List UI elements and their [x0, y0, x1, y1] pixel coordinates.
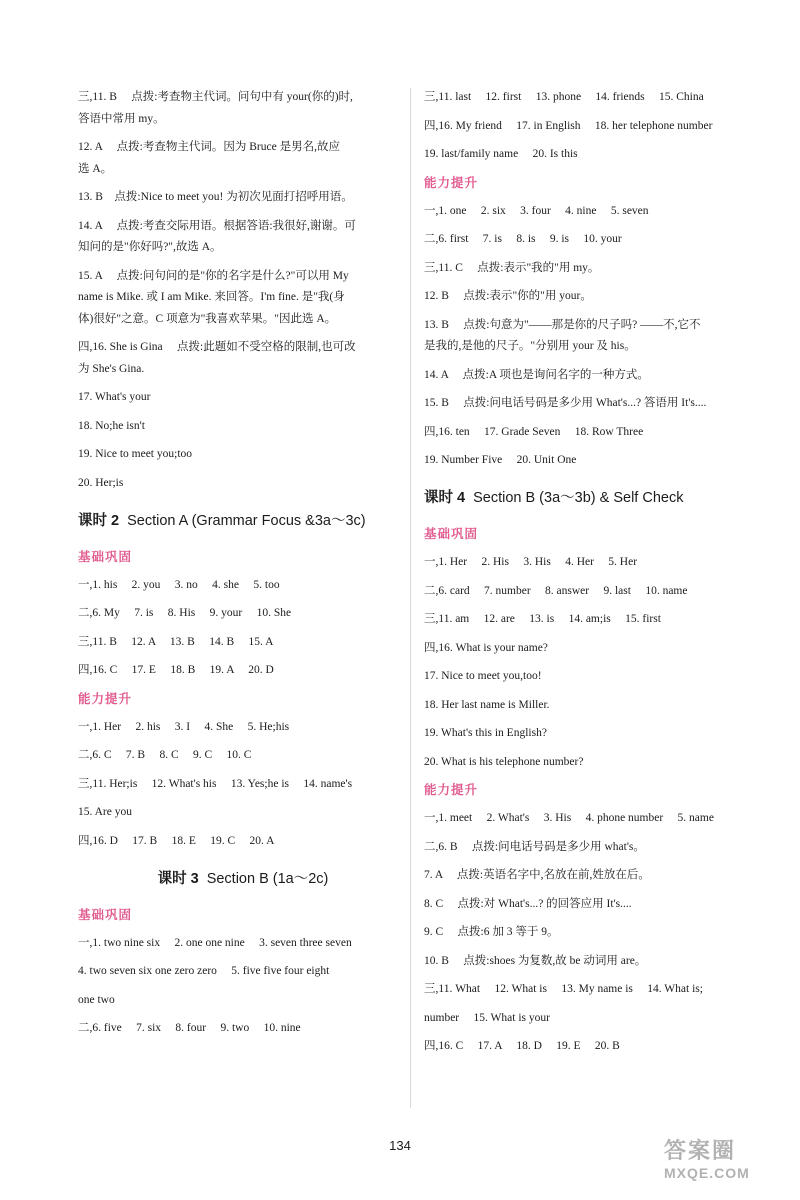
answer-line: 一,1. his 2. you 3. no 4. she 5. too	[78, 578, 280, 591]
answer-line: 19. last/family name 20. Is this	[424, 148, 578, 160]
answer-line: 三,11. C 点拨:表示"我的"用 my。	[424, 261, 600, 274]
answer-line: 四,16. She is Gina 点拨:此题如不受空格的限制,也可改	[78, 341, 356, 353]
answer-line: 18. Her last name is Miller.	[424, 698, 550, 711]
lesson-label: 课时 2	[78, 512, 120, 529]
answer-line: 四,16. ten 17. Grade Seven 18. Row Three	[424, 425, 644, 438]
answer-line: 17. Nice to meet you,too!	[424, 670, 542, 682]
answer-line: 三,11. last 12. first 13. phone 14. friends 15. China	[424, 91, 704, 103]
answer-line: 20. What is his telephone number?	[424, 755, 584, 768]
answer-line: 二,6. five 7. six 8. four 9. two 10. nine	[78, 1022, 301, 1034]
answer-line: 17. What's your	[78, 391, 151, 403]
subsection-heading: 能力提升	[78, 690, 133, 706]
lesson-title: Section B (3a～3b) & Self Check	[473, 490, 684, 506]
answer-line: name is Mike. 或 I am Mike. 来回答。I'm fine. 是"我(身	[78, 291, 345, 303]
answer-line: 一,1. two nine six 2. one one nine 3. seven three seven	[78, 936, 352, 949]
answer-line: 19. What's this in English?	[424, 727, 547, 739]
watermark-site: MXQE.COM	[664, 1165, 750, 1181]
answer-line: 二,6. B 点拨:问电话号码是多少用 what's。	[424, 840, 645, 853]
subsection-heading: 基础巩固	[78, 548, 133, 564]
answer-line: 二,6. first 7. is 8. is 9. is 10. your	[424, 233, 622, 245]
answer-line: 9. C 点拨:6 加 3 等于 9。	[424, 926, 559, 938]
answer-line: number 15. What is your	[424, 1011, 550, 1024]
answer-line: 知问的是"你好吗?",故选 A。	[78, 241, 222, 253]
answer-line: 12. A 点拨:考查物主代词。因为 Bruce 是男名,故应	[78, 141, 340, 153]
lesson-title: Section A (Grammar Focus &3a～3c)	[127, 512, 366, 529]
answer-line: 三,11. Her;is 12. What's his 13. Yes;he is 14. name's	[78, 777, 353, 790]
answer-line: 一,1. Her 2. His 3. His 4. Her 5. Her	[424, 556, 638, 568]
answer-line: 13. B 点拨:Nice to meet you! 为初次见面打招呼用语。	[78, 191, 353, 203]
watermark-title: 答案圈	[664, 1139, 737, 1164]
answer-line: 为 She's Gina.	[78, 362, 145, 375]
page-number: 134	[389, 1138, 411, 1153]
answer-line: 一,1. meet 2. What's 3. His 4. phone number 5. name	[424, 812, 714, 824]
column-divider	[410, 88, 411, 1108]
answer-line: 四,16. What is your name?	[424, 641, 548, 654]
lesson-title: Section B (1a～2c)	[206, 870, 329, 887]
answer-line: 19. Number Five 20. Unit One	[424, 454, 577, 466]
watermark	[664, 1134, 792, 1194]
answer-line: 15. Are you	[78, 806, 132, 818]
lesson-heading	[424, 489, 774, 507]
answer-line: 19. Nice to meet you;too	[78, 448, 193, 460]
right-column	[424, 90, 774, 1068]
answer-line: 一,1. one 2. six 3. four 4. nine 5. seven	[424, 204, 649, 217]
lesson-heading	[78, 512, 408, 530]
answer-line: 12. B 点拨:表示"你的"用 your。	[424, 290, 592, 302]
answer-line: 15. B 点拨:问电话号码是多少用 What's...? 答语用 It's....	[424, 397, 707, 409]
answer-line: 三,11. am 12. are 13. is 14. am;is 15. first	[424, 613, 661, 625]
subsection-heading: 能力提升	[424, 174, 479, 190]
answer-line: 是我的,是他的尺子。"分别用 your 及 his。	[424, 340, 636, 352]
answer-line: 二,6. My 7. is 8. His 9. your 10. She	[78, 607, 292, 619]
answer-line: 二,6. C 7. B 8. C 9. C 10. C	[78, 749, 252, 761]
answer-line: 13. B 点拨:句意为"——那是你的尺子吗? ——不,它不	[424, 318, 701, 331]
subsection-heading: 基础巩固	[424, 526, 479, 541]
answer-line: 三,11. B 12. A 13. B 14. B 15. A	[78, 635, 274, 648]
answer-line: 四,16. C 17. E 18. B 19. A 20. D	[78, 664, 274, 676]
answer-line: 选 A。	[78, 162, 113, 175]
answer-line: 14. A 点拨:考查交际用语。根据答语:我很好,谢谢。可	[78, 219, 356, 232]
answer-line: 四,16. D 17. B 18. E 19. C 20. A	[78, 834, 275, 847]
answer-line: one two	[78, 993, 115, 1006]
answer-line: 四,16. C 17. A 18. D 19. E 20. B	[424, 1040, 620, 1052]
answer-line: 三,11. B 点拨:考查物主代词。问句中有 your(你的)时,	[78, 91, 353, 103]
lesson-heading	[78, 870, 408, 888]
answer-line: 一,1. Her 2. his 3. I 4. She 5. He;his	[78, 720, 290, 733]
subsection-heading: 基础巩固	[78, 906, 133, 922]
answer-line: 20. Her;is	[78, 476, 124, 489]
answer-line: 二,6. card 7. number 8. answer 9. last 10. name	[424, 584, 688, 597]
answer-line: 三,11. What 12. What is 13. My name is 14. What is;	[424, 983, 703, 995]
answer-line: 答语中常用 my。	[78, 112, 165, 125]
answer-line: 18. No;he isn't	[78, 419, 145, 432]
answer-line: 8. C 点拨:对 What's...? 的回答应用 It's....	[424, 897, 632, 910]
answer-line: 四,16. My friend 17. in English 18. her telephone number	[424, 119, 713, 132]
answer-line: 7. A 点拨:英语名字中,名放在前,姓放在后。	[424, 869, 650, 881]
answer-line: 14. A 点拨:A 项也是询问名字的一种方式。	[424, 368, 649, 381]
lesson-label: 课时 3	[157, 870, 199, 887]
lesson-label: 课时 4	[424, 490, 466, 506]
answer-line: 15. A 点拨:问句问的是"你的名字是什么?"可以用 My	[78, 269, 349, 282]
answer-line: 体)很好"之意。C 项意为"我喜欢苹果。"因此选 A。	[78, 312, 337, 325]
left-column	[78, 90, 408, 1050]
answer-line: 4. two seven six one zero zero 5. five five four eight	[78, 965, 330, 977]
answer-line: 10. B 点拨:shoes 为复数,故 be 动词用 are。	[424, 954, 647, 967]
subsection-heading: 能力提升	[424, 782, 479, 797]
